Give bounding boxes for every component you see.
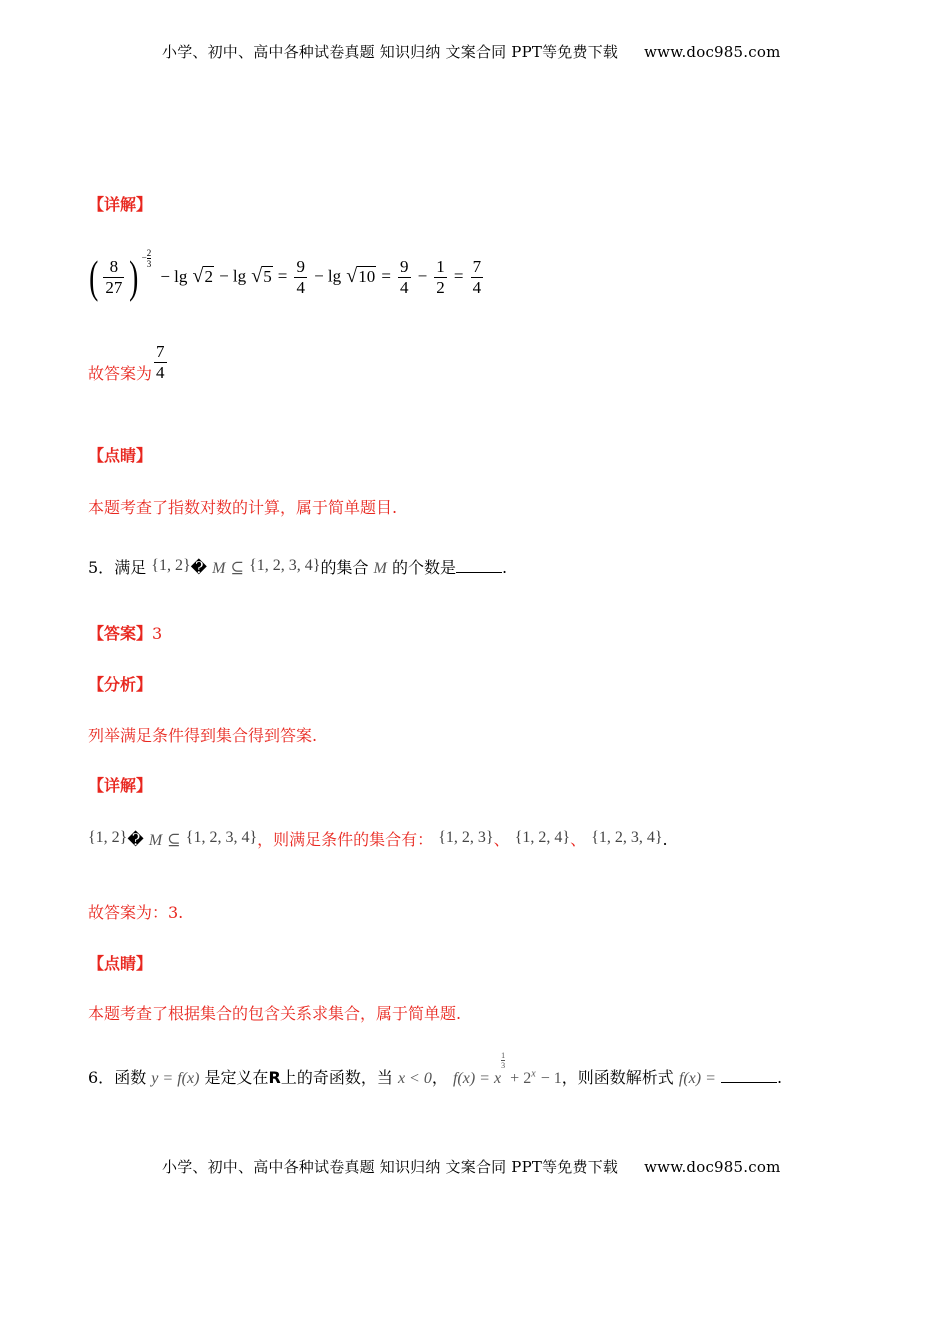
fraction: $\frac{9}{4}$ <box>400 256 409 297</box>
detail-text: ，则满足条件的集合有： <box>257 830 434 849</box>
text: . <box>776 1068 783 1087</box>
condition: x < 0 <box>397 1070 432 1087</box>
radical: √10 <box>346 264 376 287</box>
q5-analysis-label: 【分析】 <box>88 675 153 694</box>
lg-term: − lg <box>314 266 342 286</box>
text: 是定义在 <box>204 1068 269 1087</box>
set: {1, 2, 4} <box>514 829 571 846</box>
set: {1, 2} <box>88 829 128 846</box>
answer-fraction: $\frac{7}{4}$ <box>156 342 165 382</box>
equals: = <box>453 266 464 286</box>
answer-blank[interactable] <box>721 1068 777 1083</box>
q4-formula <box>86 248 485 302</box>
radical: √2 <box>192 264 213 287</box>
fraction: $\frac{1}{2}$ <box>436 256 445 297</box>
glyph: � <box>190 560 208 577</box>
q5-detail-label: 【详解】 <box>88 776 153 795</box>
function-expr: f(x) = x <box>452 1070 502 1087</box>
text: ，则函数解析式 <box>561 1068 674 1087</box>
q5-detail <box>88 827 668 850</box>
q4-detail-label: 【详解】 <box>88 195 153 214</box>
fraction: $\frac{7}{4}$ <box>472 256 482 297</box>
fraction: $\frac{8}{27}$ <box>105 256 123 297</box>
function-def: y = f(x) <box>151 1070 200 1087</box>
text: 的集合 <box>320 558 369 577</box>
text: 函数 <box>114 1068 147 1087</box>
page-header <box>162 41 781 62</box>
text: . <box>501 558 508 577</box>
subseteq: ⊆ <box>167 832 181 849</box>
exponent: − $\frac{2}{3}$ <box>141 248 152 269</box>
answer-value: 3 <box>152 624 163 643</box>
real-set: R <box>268 1068 281 1087</box>
var-m: M <box>212 560 226 577</box>
set: {1, 2, 3, 4} <box>249 557 321 574</box>
separator: 、 <box>570 830 587 849</box>
lg-term: − lg <box>219 266 247 286</box>
glyph: � <box>127 832 144 849</box>
minus-one: − 1 <box>540 1070 562 1087</box>
question-number: 5． <box>88 558 115 577</box>
text: ， <box>431 1068 448 1087</box>
exponent: $\frac{1}{3}$ <box>501 1051 506 1070</box>
plus-two: + 2 <box>510 1070 532 1087</box>
q5-conclusion: 故答案为：3. <box>88 903 184 922</box>
function-expr: f(x) = <box>678 1070 716 1087</box>
lg-term: − lg <box>160 266 188 286</box>
exponent-x: x <box>531 1068 536 1080</box>
footer-text: 小学、初中、高中各种试卷真题 知识归纳 文案合同 PPT等免费下载 <box>162 1158 619 1176</box>
text: . <box>662 830 668 849</box>
q5-comment: 本题考查了根据集合的包含关系求集合，属于简单题. <box>88 1004 462 1023</box>
equals: = <box>277 266 288 286</box>
equals: = <box>381 266 391 286</box>
q4-comment: 本题考查了指数对数的计算，属于简单题目. <box>88 498 398 517</box>
q5-question <box>88 555 507 578</box>
q5-comment-label: 【点睛】 <box>88 954 153 973</box>
header-url[interactable]: www.doc985.com <box>644 43 781 61</box>
answer-blank[interactable] <box>456 558 502 573</box>
set: {1, 2, 3, 4} <box>591 829 663 846</box>
text: 上的奇函数，当 <box>280 1068 393 1087</box>
q5-answer <box>88 621 162 644</box>
var-m: M <box>148 832 163 849</box>
q4-answer <box>88 342 169 383</box>
page-footer <box>162 1156 781 1177</box>
q5-analysis: 列举满足条件得到集合得到答案. <box>88 726 318 745</box>
minus: − <box>417 266 428 286</box>
text: 满足 <box>114 558 147 577</box>
var-m: M <box>373 560 387 577</box>
q6-question <box>88 1051 783 1088</box>
left-paren: ( <box>89 251 99 302</box>
header-text: 小学、初中、高中各种试卷真题 知识归纳 文案合同 PPT等免费下载 <box>162 43 619 61</box>
q4-comment-label: 【点睛】 <box>88 446 153 465</box>
fraction: $\frac{9}{4}$ <box>296 256 305 297</box>
set: {1, 2, 3} <box>438 829 494 846</box>
radical: √5 <box>251 264 272 287</box>
right-paren: ) <box>129 251 139 302</box>
set: {1, 2, 3, 4} <box>185 829 258 846</box>
question-number: 6． <box>88 1068 115 1087</box>
separator: 、 <box>493 830 510 849</box>
answer-label: 【答案】 <box>88 624 153 643</box>
set: {1, 2} <box>151 557 191 574</box>
footer-url[interactable]: www.doc985.com <box>644 1158 781 1176</box>
answer-prefix: 故答案为 <box>88 364 153 383</box>
subseteq: ⊆ <box>230 560 244 577</box>
text: 的个数是 <box>391 558 456 577</box>
